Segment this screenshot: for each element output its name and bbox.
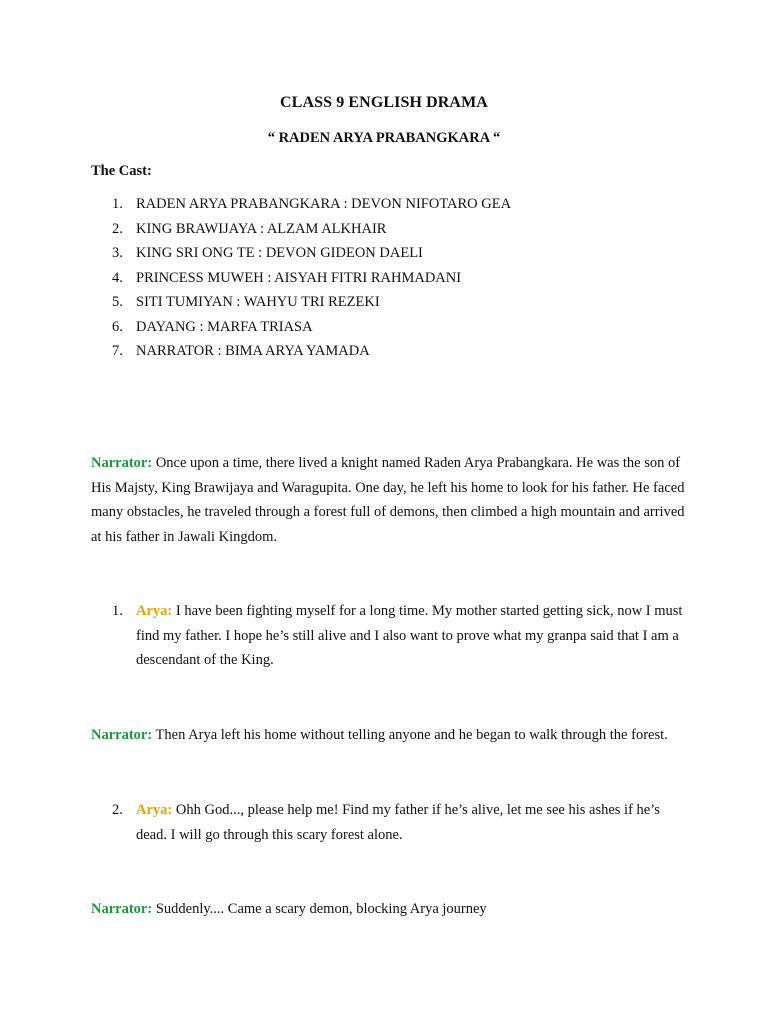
cast-item <box>0 339 768 364</box>
cast-item-text: PRINCESS MUWEH : AISYAH FITRI RAHMADANI <box>136 269 462 286</box>
cast-item-number: 1. <box>112 196 123 212</box>
cast-item <box>0 315 768 340</box>
cast-item-text: RADEN ARYA PRABANGKARA : DEVON NIFOTARO GEA <box>136 196 512 212</box>
document-title: CLASS 9 ENGLISH DRAMA <box>280 94 488 111</box>
line-text: Once upon a time, there lived a knight named Raden Arya Prabangkara. He was the son of His Majsty, King Brawijaya and Waragupita. One day, he left his home to look for his father. He faced many obstacles, he traveled through a forest full of demons, then climbed a high mountain and arrived at his father in Jawali Kingdom. <box>91 455 685 545</box>
speaker-label-narrator: Narrator: <box>91 901 153 917</box>
speaker-label-arya: Arya: <box>136 802 173 818</box>
narrator-line <box>91 451 691 549</box>
dialogue-number: 1. <box>112 603 123 619</box>
arya-line <box>136 798 684 847</box>
drama-title: “ RADEN ARYA PRABANGKARA “ <box>267 130 501 146</box>
cast-item <box>0 266 768 291</box>
cast-item-number: 4. <box>112 269 123 286</box>
cast-item-text: KING BRAWIJAYA : ALZAM ALKHAIR <box>136 220 387 237</box>
cast-item-text: KING SRI ONG TE : DEVON GIDEON DAELI <box>136 245 423 261</box>
cast-item-number: 7. <box>112 343 123 359</box>
cast-item-number: 6. <box>112 318 123 335</box>
cast-item-text: SITI TUMIYAN : WAHYU TRI REZEKI <box>136 294 380 310</box>
cast-item-number: 2. <box>112 220 123 237</box>
speaker-label-arya: Arya: <box>136 603 173 619</box>
cast-item <box>0 217 768 242</box>
dialogue-number: 2. <box>112 802 123 818</box>
cast-item-text: DAYANG : MARFA TRIASA <box>136 318 313 335</box>
line-text: Then Arya left his home without telling anyone and he began to walk through the forest. <box>152 727 668 743</box>
arya-line <box>136 599 684 673</box>
narrator-line <box>91 897 691 922</box>
line-text: Ohh God..., please help me! Find my father if he’s alive, let me see his ashes if he’s dead. I will go through this scary forest alone. <box>136 802 660 843</box>
speaker-label-narrator: Narrator: <box>91 455 153 471</box>
cast-item <box>0 241 768 266</box>
cast-item-text: NARRATOR : BIMA ARYA YAMADA <box>136 343 370 359</box>
cast-item <box>0 290 768 315</box>
line-text: Suddenly.... Came a scary demon, blocking Arya journey <box>152 901 487 917</box>
cast-heading: The Cast: <box>91 163 152 179</box>
line-text: I have been fighting myself for a long time. My mother started getting sick, now I must find my father. I hope he’s still alive and I also want to prove what my granpa said that I am a descendant of the King. <box>136 603 683 669</box>
speaker-label-narrator: Narrator: <box>91 727 153 743</box>
cast-item-number: 3. <box>112 245 123 261</box>
narrator-line <box>91 723 691 748</box>
cast-item <box>0 192 768 217</box>
cast-item-number: 5. <box>112 294 123 310</box>
cast-list <box>0 192 768 364</box>
